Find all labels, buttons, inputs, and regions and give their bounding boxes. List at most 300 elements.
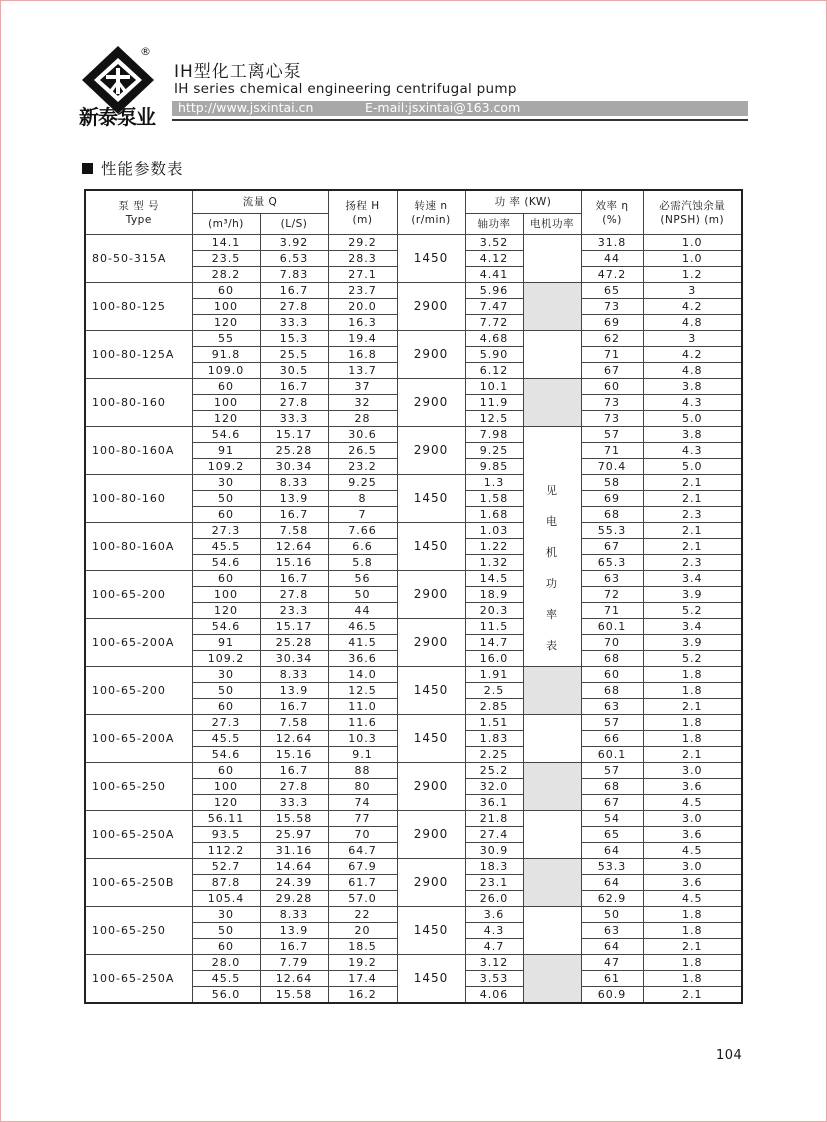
pump-model: 100-65-250A: [85, 811, 192, 859]
flow-m3h-cell: 23.5: [192, 251, 260, 267]
head-cell: 80: [328, 779, 397, 795]
header-power: 功 率 (KW): [465, 190, 581, 214]
flow-m3h-cell: 60: [192, 939, 260, 955]
flow-ls-cell: 15.16: [260, 555, 328, 571]
motor-power-cell: [523, 283, 581, 331]
shaft-power-cell: 1.03: [465, 523, 523, 539]
npsh-cell: 5.0: [643, 459, 742, 475]
flow-ls-cell: 16.7: [260, 283, 328, 299]
shaft-power-cell: 14.7: [465, 635, 523, 651]
pump-model: 100-65-200A: [85, 619, 192, 667]
flow-m3h-cell: 45.5: [192, 539, 260, 555]
head-cell: 56: [328, 571, 397, 587]
efficiency-cell: 70.4: [581, 459, 643, 475]
npsh-cell: 2.3: [643, 555, 742, 571]
flow-m3h-cell: 28.2: [192, 267, 260, 283]
pump-model: 100-65-200: [85, 571, 192, 619]
head-cell: 16.2: [328, 987, 397, 1004]
motor-power-cell: [523, 811, 581, 859]
efficiency-cell: 70: [581, 635, 643, 651]
efficiency-cell: 55.3: [581, 523, 643, 539]
head-cell: 17.4: [328, 971, 397, 987]
header-npsh: 必需汽蚀余量 (NPSH) (m): [643, 190, 742, 235]
shaft-power-cell: 3.52: [465, 235, 523, 251]
head-cell: 74: [328, 795, 397, 811]
head-cell: 20.0: [328, 299, 397, 315]
flow-m3h-cell: 30: [192, 907, 260, 923]
speed-cell: 1450: [397, 475, 465, 523]
speed-cell: 2900: [397, 331, 465, 379]
flow-ls-cell: 16.7: [260, 763, 328, 779]
table-header-row: [85, 190, 742, 214]
flow-ls-cell: 27.8: [260, 299, 328, 315]
table-row: [85, 715, 742, 731]
npsh-cell: 1.8: [643, 923, 742, 939]
table-row: [85, 619, 742, 635]
flow-ls-cell: 13.9: [260, 491, 328, 507]
head-cell: 77: [328, 811, 397, 827]
header-motor-power: 电机功率: [523, 214, 581, 235]
shaft-power-cell: 1.91: [465, 667, 523, 683]
efficiency-cell: 62.9: [581, 891, 643, 907]
npsh-cell: 3.4: [643, 619, 742, 635]
motor-note-char: 见: [546, 484, 559, 497]
head-cell: 20: [328, 923, 397, 939]
flow-ls-cell: 15.16: [260, 747, 328, 763]
npsh-cell: 4.5: [643, 891, 742, 907]
shaft-power-cell: 1.51: [465, 715, 523, 731]
flow-ls-cell: 27.8: [260, 587, 328, 603]
motor-power-cell: [523, 763, 581, 811]
flow-m3h-cell: 109.0: [192, 363, 260, 379]
efficiency-cell: 65: [581, 283, 643, 299]
flow-m3h-cell: 109.2: [192, 651, 260, 667]
head-cell: 16.8: [328, 347, 397, 363]
efficiency-cell: 71: [581, 443, 643, 459]
head-cell: 8: [328, 491, 397, 507]
flow-m3h-cell: 112.2: [192, 843, 260, 859]
flow-ls-cell: 33.3: [260, 411, 328, 427]
efficiency-cell: 65: [581, 827, 643, 843]
head-cell: 44: [328, 603, 397, 619]
speed-cell: 2900: [397, 283, 465, 331]
head-cell: 30.6: [328, 427, 397, 443]
flow-m3h-cell: 54.6: [192, 427, 260, 443]
head-cell: 19.2: [328, 955, 397, 971]
performance-table: [84, 189, 743, 1004]
efficiency-cell: 71: [581, 347, 643, 363]
npsh-cell: 4.2: [643, 347, 742, 363]
flow-m3h-cell: 100: [192, 779, 260, 795]
flow-ls-cell: 12.64: [260, 731, 328, 747]
shaft-power-cell: 2.25: [465, 747, 523, 763]
flow-m3h-cell: 91: [192, 443, 260, 459]
motor-power-cell: [523, 955, 581, 1004]
efficiency-cell: 53.3: [581, 859, 643, 875]
npsh-cell: 5.2: [643, 651, 742, 667]
flow-m3h-cell: 50: [192, 923, 260, 939]
shaft-power-cell: 4.3: [465, 923, 523, 939]
flow-ls-cell: 30.34: [260, 651, 328, 667]
efficiency-cell: 69: [581, 315, 643, 331]
efficiency-cell: 57: [581, 427, 643, 443]
shaft-power-cell: 1.3: [465, 475, 523, 491]
flow-m3h-cell: 93.5: [192, 827, 260, 843]
flow-ls-cell: 15.17: [260, 619, 328, 635]
shaft-power-cell: 30.9: [465, 843, 523, 859]
table-row: [85, 283, 742, 299]
npsh-cell: 3.8: [643, 379, 742, 395]
flow-ls-cell: 16.7: [260, 507, 328, 523]
flow-ls-cell: 25.28: [260, 443, 328, 459]
shaft-power-cell: 4.06: [465, 987, 523, 1004]
flow-ls-cell: 33.3: [260, 795, 328, 811]
npsh-cell: 2.1: [643, 523, 742, 539]
npsh-cell: 3: [643, 283, 742, 299]
speed-cell: 1450: [397, 715, 465, 763]
head-cell: 26.5: [328, 443, 397, 459]
npsh-cell: 3.4: [643, 571, 742, 587]
flow-ls-cell: 27.8: [260, 779, 328, 795]
head-cell: 57.0: [328, 891, 397, 907]
head-cell: 64.7: [328, 843, 397, 859]
shaft-power-cell: 7.72: [465, 315, 523, 331]
speed-cell: 2900: [397, 619, 465, 667]
head-cell: 14.0: [328, 667, 397, 683]
header-efficiency: 效率 η (%): [581, 190, 643, 235]
shaft-power-cell: 11.5: [465, 619, 523, 635]
shaft-power-cell: 12.5: [465, 411, 523, 427]
efficiency-cell: 65.3: [581, 555, 643, 571]
efficiency-cell: 72: [581, 587, 643, 603]
npsh-cell: 2.1: [643, 987, 742, 1004]
npsh-cell: 2.1: [643, 699, 742, 715]
efficiency-cell: 68: [581, 651, 643, 667]
header-flow-m3h: (m³/h): [192, 214, 260, 235]
shaft-power-cell: 18.9: [465, 587, 523, 603]
head-cell: 12.5: [328, 683, 397, 699]
flow-ls-cell: 29.28: [260, 891, 328, 907]
efficiency-cell: 68: [581, 683, 643, 699]
head-cell: 23.2: [328, 459, 397, 475]
head-cell: 9.25: [328, 475, 397, 491]
flow-ls-cell: 7.58: [260, 523, 328, 539]
flow-ls-cell: 27.8: [260, 395, 328, 411]
flow-m3h-cell: 120: [192, 411, 260, 427]
pump-model: 100-65-200A: [85, 715, 192, 763]
flow-ls-cell: 8.33: [260, 907, 328, 923]
table-row: [85, 235, 742, 251]
shaft-power-cell: 6.12: [465, 363, 523, 379]
efficiency-cell: 66: [581, 731, 643, 747]
page-number: 104: [716, 1048, 743, 1063]
shaft-power-cell: 3.12: [465, 955, 523, 971]
flow-m3h-cell: 109.2: [192, 459, 260, 475]
npsh-cell: 1.8: [643, 731, 742, 747]
npsh-cell: 2.1: [643, 491, 742, 507]
efficiency-cell: 63: [581, 571, 643, 587]
email-link[interactable]: E-mail:jsxintai@163.com: [365, 100, 521, 115]
flow-m3h-cell: 27.3: [192, 523, 260, 539]
efficiency-cell: 61: [581, 971, 643, 987]
shaft-power-cell: 4.41: [465, 267, 523, 283]
efficiency-cell: 60.1: [581, 747, 643, 763]
pump-model: 100-65-250B: [85, 859, 192, 907]
efficiency-cell: 67: [581, 363, 643, 379]
shaft-power-cell: 3.6: [465, 907, 523, 923]
npsh-cell: 1.8: [643, 683, 742, 699]
efficiency-cell: 57: [581, 715, 643, 731]
flow-ls-cell: 23.3: [260, 603, 328, 619]
npsh-cell: 3.0: [643, 859, 742, 875]
motor-power-cell: [523, 715, 581, 763]
table-row: [85, 955, 742, 971]
head-cell: 23.7: [328, 283, 397, 299]
shaft-power-cell: 1.68: [465, 507, 523, 523]
page-title-en: IH series chemical engineering centrifugal pump: [174, 81, 517, 97]
efficiency-cell: 73: [581, 411, 643, 427]
speed-cell: 1450: [397, 955, 465, 1004]
flow-ls-cell: 31.16: [260, 843, 328, 859]
shaft-power-cell: 1.22: [465, 539, 523, 555]
motor-power-cell: [523, 907, 581, 955]
efficiency-cell: 60: [581, 379, 643, 395]
motor-note-char: 机: [546, 546, 559, 559]
shaft-power-cell: 20.3: [465, 603, 523, 619]
head-cell: 37: [328, 379, 397, 395]
header-flow: 流量 Q: [192, 190, 328, 214]
flow-ls-cell: 25.28: [260, 635, 328, 651]
shaft-power-cell: 18.3: [465, 859, 523, 875]
npsh-cell: 4.8: [643, 363, 742, 379]
npsh-cell: 3.9: [643, 635, 742, 651]
header-head: 扬程 H (m): [328, 190, 397, 235]
speed-cell: 2900: [397, 427, 465, 475]
flow-ls-cell: 16.7: [260, 939, 328, 955]
head-cell: 61.7: [328, 875, 397, 891]
shaft-power-cell: 1.83: [465, 731, 523, 747]
flow-m3h-cell: 100: [192, 395, 260, 411]
flow-ls-cell: 16.7: [260, 699, 328, 715]
npsh-cell: 4.3: [643, 395, 742, 411]
flow-ls-cell: 30.34: [260, 459, 328, 475]
flow-m3h-cell: 100: [192, 587, 260, 603]
npsh-cell: 4.3: [643, 443, 742, 459]
table-row: [85, 811, 742, 827]
pump-model: 100-65-250: [85, 763, 192, 811]
efficiency-cell: 64: [581, 843, 643, 859]
flow-m3h-cell: 91.8: [192, 347, 260, 363]
npsh-cell: 5.2: [643, 603, 742, 619]
efficiency-cell: 47: [581, 955, 643, 971]
flow-ls-cell: 8.33: [260, 475, 328, 491]
table-row: [85, 907, 742, 923]
pump-model: 100-80-160: [85, 379, 192, 427]
pump-model: 100-65-200: [85, 667, 192, 715]
pump-model: 100-65-250A: [85, 955, 192, 1004]
shaft-power-cell: 9.85: [465, 459, 523, 475]
head-cell: 9.1: [328, 747, 397, 763]
flow-ls-cell: 3.92: [260, 235, 328, 251]
shaft-power-cell: 5.90: [465, 347, 523, 363]
efficiency-cell: 60.9: [581, 987, 643, 1004]
flow-ls-cell: 15.58: [260, 987, 328, 1004]
table-row: [85, 667, 742, 683]
head-cell: 36.6: [328, 651, 397, 667]
motor-power-cell: [523, 235, 581, 283]
npsh-cell: 5.0: [643, 411, 742, 427]
flow-m3h-cell: 50: [192, 683, 260, 699]
shaft-power-cell: 2.85: [465, 699, 523, 715]
flow-ls-cell: 15.17: [260, 427, 328, 443]
head-cell: 32: [328, 395, 397, 411]
flow-m3h-cell: 56.11: [192, 811, 260, 827]
npsh-cell: 1.8: [643, 955, 742, 971]
header-flow-ls: (L/S): [260, 214, 328, 235]
flow-ls-cell: 7.79: [260, 955, 328, 971]
website-link[interactable]: http://www.jsxintai.cn: [178, 100, 314, 115]
flow-ls-cell: 25.97: [260, 827, 328, 843]
efficiency-cell: 69: [581, 491, 643, 507]
shaft-power-cell: 1.32: [465, 555, 523, 571]
flow-ls-cell: 13.9: [260, 923, 328, 939]
npsh-cell: 4.5: [643, 843, 742, 859]
efficiency-cell: 63: [581, 923, 643, 939]
efficiency-cell: 60.1: [581, 619, 643, 635]
motor-power-note: [523, 427, 581, 667]
shaft-power-cell: 4.68: [465, 331, 523, 347]
npsh-cell: 3.6: [643, 827, 742, 843]
speed-cell: 2900: [397, 859, 465, 907]
flow-m3h-cell: 60: [192, 379, 260, 395]
flow-m3h-cell: 120: [192, 795, 260, 811]
table-row: [85, 859, 742, 875]
pump-model: 100-80-160A: [85, 523, 192, 571]
flow-m3h-cell: 30: [192, 475, 260, 491]
head-cell: 7.66: [328, 523, 397, 539]
table-row: [85, 427, 742, 443]
efficiency-cell: 31.8: [581, 235, 643, 251]
flow-m3h-cell: 27.3: [192, 715, 260, 731]
motor-note-char: 率: [546, 608, 559, 621]
shaft-power-cell: 21.8: [465, 811, 523, 827]
flow-ls-cell: 25.5: [260, 347, 328, 363]
flow-m3h-cell: 45.5: [192, 731, 260, 747]
head-cell: 16.3: [328, 315, 397, 331]
npsh-cell: 1.8: [643, 667, 742, 683]
flow-ls-cell: 16.7: [260, 571, 328, 587]
head-cell: 18.5: [328, 939, 397, 955]
npsh-cell: 3.6: [643, 875, 742, 891]
head-cell: 11.6: [328, 715, 397, 731]
npsh-cell: 1.2: [643, 267, 742, 283]
flow-m3h-cell: 30: [192, 667, 260, 683]
head-cell: 67.9: [328, 859, 397, 875]
npsh-cell: 2.1: [643, 747, 742, 763]
pump-model: 100-80-160: [85, 475, 192, 523]
efficiency-cell: 71: [581, 603, 643, 619]
npsh-cell: 3: [643, 331, 742, 347]
efficiency-cell: 64: [581, 939, 643, 955]
npsh-cell: 3.6: [643, 779, 742, 795]
page-title-cn: IH型化工离心泵: [174, 62, 302, 82]
head-cell: 6.6: [328, 539, 397, 555]
flow-m3h-cell: 54.6: [192, 555, 260, 571]
shaft-power-cell: 2.5: [465, 683, 523, 699]
square-bullet-icon: [82, 163, 93, 174]
npsh-cell: 3.9: [643, 587, 742, 603]
table-row: [85, 763, 742, 779]
motor-power-cell: [523, 379, 581, 427]
flow-ls-cell: 7.58: [260, 715, 328, 731]
shaft-power-cell: 10.1: [465, 379, 523, 395]
npsh-cell: 2.1: [643, 475, 742, 491]
pump-model: 80-50-315A: [85, 235, 192, 283]
shaft-power-cell: 23.1: [465, 875, 523, 891]
speed-cell: 1450: [397, 907, 465, 955]
shaft-power-cell: 7.47: [465, 299, 523, 315]
motor-note-char: 表: [546, 639, 559, 652]
head-cell: 46.5: [328, 619, 397, 635]
efficiency-cell: 58: [581, 475, 643, 491]
motor-power-cell: [523, 331, 581, 379]
npsh-cell: 1.8: [643, 715, 742, 731]
head-cell: 88: [328, 763, 397, 779]
npsh-cell: 1.8: [643, 971, 742, 987]
flow-m3h-cell: 87.8: [192, 875, 260, 891]
speed-cell: 2900: [397, 379, 465, 427]
head-cell: 27.1: [328, 267, 397, 283]
shaft-power-cell: 25.2: [465, 763, 523, 779]
flow-m3h-cell: 50: [192, 491, 260, 507]
motor-power-cell: [523, 859, 581, 907]
flow-m3h-cell: 45.5: [192, 971, 260, 987]
head-cell: 5.8: [328, 555, 397, 571]
efficiency-cell: 54: [581, 811, 643, 827]
header-model: 泵 型 号 Type: [85, 190, 192, 235]
logo-text: 新泰泵业: [79, 105, 155, 129]
flow-m3h-cell: 60: [192, 571, 260, 587]
table-row: [85, 523, 742, 539]
head-cell: 28.3: [328, 251, 397, 267]
npsh-cell: 3.0: [643, 763, 742, 779]
efficiency-cell: 67: [581, 539, 643, 555]
flow-ls-cell: 12.64: [260, 971, 328, 987]
shaft-power-cell: 4.7: [465, 939, 523, 955]
flow-m3h-cell: 120: [192, 603, 260, 619]
head-cell: 70: [328, 827, 397, 843]
efficiency-cell: 57: [581, 763, 643, 779]
section-title-text: 性能参数表: [101, 160, 184, 178]
npsh-cell: 2.3: [643, 507, 742, 523]
flow-m3h-cell: 55: [192, 331, 260, 347]
shaft-power-cell: 4.12: [465, 251, 523, 267]
pump-model: 100-80-125A: [85, 331, 192, 379]
npsh-cell: 4.8: [643, 315, 742, 331]
flow-ls-cell: 12.64: [260, 539, 328, 555]
efficiency-cell: 50: [581, 907, 643, 923]
flow-m3h-cell: 60: [192, 283, 260, 299]
head-cell: 28: [328, 411, 397, 427]
motor-power-cell: [523, 667, 581, 715]
flow-m3h-cell: 91: [192, 635, 260, 651]
header-speed: 转速 n (r/min): [397, 190, 465, 235]
efficiency-cell: 67: [581, 795, 643, 811]
flow-m3h-cell: 100: [192, 299, 260, 315]
table-row: [85, 331, 742, 347]
npsh-cell: 2.1: [643, 939, 742, 955]
flow-m3h-cell: 60: [192, 763, 260, 779]
